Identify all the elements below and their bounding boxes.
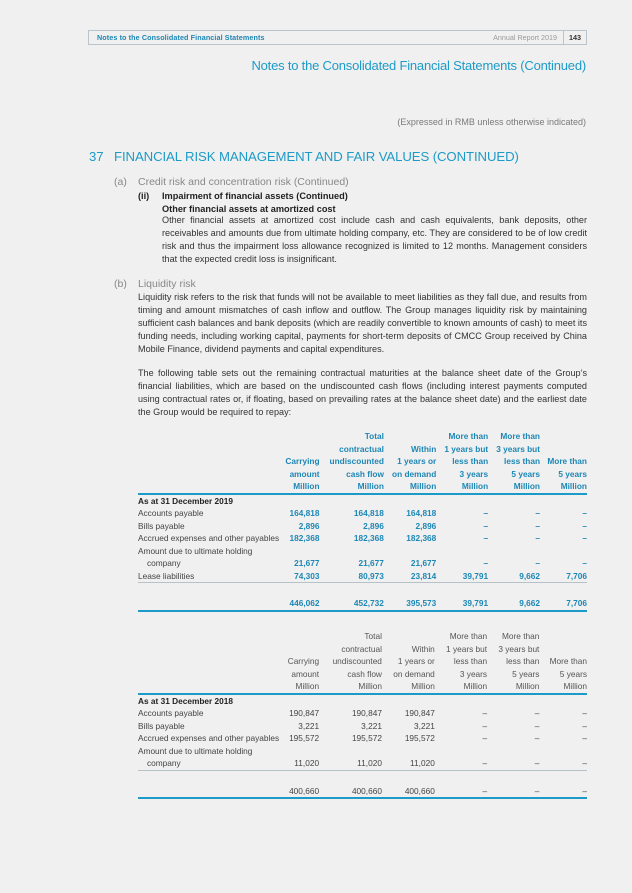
cell-value: 11,020 — [319, 757, 382, 770]
cell-value: – — [582, 558, 587, 568]
column-header — [539, 630, 587, 643]
column-header: More than — [449, 631, 488, 641]
column-header: Carrying — [287, 656, 320, 666]
column-header: 5 years — [559, 668, 587, 679]
cell-value: – — [535, 558, 541, 568]
table-row — [138, 720, 587, 733]
table-row — [138, 520, 587, 533]
cell-value: 7,706 — [540, 570, 587, 583]
column-header: 3 years — [459, 468, 489, 479]
cell-value: 11,020 — [279, 757, 319, 770]
cell-value: – — [582, 720, 587, 731]
table-row-label-line — [138, 545, 587, 558]
column-header: contractual — [339, 443, 384, 454]
cell-value: 2,896 — [415, 520, 437, 531]
column-header: More than — [448, 431, 489, 441]
row-label: Amount due to ultimate holding — [138, 545, 253, 556]
column-header — [384, 430, 436, 443]
column-header: amount — [291, 668, 320, 679]
header-spacer — [138, 680, 279, 694]
column-header: undiscounted — [332, 656, 382, 666]
header-row — [138, 655, 587, 668]
row-label: Accrued expenses and other payables — [138, 733, 280, 743]
amortized-cost-heading: Other financial assets at amortized cost — [162, 204, 336, 214]
cell-value: 23,814 — [384, 570, 436, 583]
column-header: Million — [540, 480, 587, 494]
column-header: 1 years but — [446, 643, 488, 654]
header-row — [138, 668, 587, 681]
empty-cell — [435, 745, 487, 758]
empty-cell — [488, 545, 540, 558]
column-header — [382, 630, 435, 643]
subsection-b-title: Liquidity risk — [138, 278, 196, 290]
cell-value: 2,896 — [298, 520, 320, 531]
cell-value: – — [482, 708, 488, 718]
cell-value: 182,368 — [353, 533, 384, 543]
running-header-section: Notes to the Consolidated Financial Statements — [97, 33, 265, 42]
total-label-spacer — [138, 785, 279, 799]
column-header — [279, 430, 319, 443]
table-row — [138, 570, 587, 583]
column-header: cash flow — [346, 468, 384, 479]
table-row — [138, 757, 587, 770]
running-header — [88, 30, 587, 45]
cell-value: – — [582, 533, 587, 543]
subsection-a-label: (a) — [114, 176, 127, 188]
column-header — [540, 443, 587, 456]
table-row-label-line — [138, 745, 587, 758]
row-label: Accounts payable — [138, 708, 204, 718]
cell-value: 164,818 — [353, 508, 384, 518]
column-header: Million — [487, 680, 539, 694]
column-header: 3 years but — [496, 443, 541, 454]
section-number: 37 — [89, 149, 104, 164]
spacer-cell — [138, 583, 587, 598]
header-spacer — [138, 630, 279, 643]
row-label-continued: company — [138, 757, 279, 770]
column-header: 1 years but — [444, 443, 489, 454]
header-spacer — [138, 430, 279, 443]
cell-value: 3,221 — [361, 720, 382, 731]
cell-value: – — [534, 720, 540, 731]
total-value: – — [539, 785, 587, 799]
total-value: 7,706 — [540, 597, 587, 611]
column-header: More than — [549, 656, 587, 666]
column-header: Within — [411, 443, 437, 454]
header-row — [138, 680, 587, 694]
column-header: Carrying — [285, 456, 320, 466]
liquidity-table-2019 — [138, 430, 587, 612]
cell-value: 164,818 — [406, 508, 437, 518]
empty-cell — [436, 545, 488, 558]
column-header: Million — [539, 680, 587, 694]
cell-value: – — [582, 733, 587, 743]
table-row — [138, 557, 587, 570]
liquidity-table-2018 — [138, 630, 587, 799]
cell-value: 21,677 — [294, 558, 320, 568]
row-label: Lease liabilities — [138, 570, 279, 583]
cell-value: 195,572 — [404, 733, 435, 743]
cell-value: 182,368 — [406, 533, 437, 543]
subsection-a-title: Credit risk and concentration risk (Continued) — [138, 176, 349, 188]
row-label: Accounts payable — [138, 508, 204, 518]
header-spacer — [138, 468, 279, 481]
column-header — [279, 443, 319, 456]
table-row — [138, 732, 587, 745]
header-row — [138, 630, 587, 643]
empty-cell — [540, 545, 587, 558]
row-label: Amount due to ultimate holding — [138, 745, 253, 756]
column-header: Within — [411, 643, 435, 654]
subsection-a-heading — [114, 176, 349, 188]
column-header: Million — [279, 480, 319, 494]
header-row — [138, 455, 587, 468]
cell-value: – — [482, 720, 488, 731]
column-header: less than — [453, 656, 488, 666]
empty-cell — [279, 745, 319, 758]
cell-value: 21,677 — [358, 558, 384, 568]
cell-value: – — [535, 533, 541, 543]
cell-value: – — [582, 508, 587, 518]
subsection-b-label: (b) — [114, 278, 127, 290]
column-header: Total — [364, 631, 382, 641]
cell-value: 190,847 — [289, 708, 320, 718]
cell-value: 195,572 — [351, 733, 382, 743]
column-header — [540, 430, 587, 443]
cell-value: – — [539, 757, 587, 770]
column-header: on demand — [393, 668, 435, 679]
period-row — [138, 694, 587, 708]
column-header — [279, 630, 319, 643]
cell-value: 190,847 — [404, 708, 435, 718]
total-value: 452,732 — [320, 597, 384, 611]
liquidity-paragraph-1: Liquidity risk refers to the risk that funds will not be available to meet liabilities as they fall due, and results from timing and amount mismatches of cash inflow and outflow. The Group manages liquidity risk by maintaining sufficient cash balances and bank deposits (which are readily convertible to known amounts of cash) to meet its funding needs, including working capital, payments for short-term deposits of CMCC Group received by China Mobile Finance, dividend payments and capital expenditures. — [138, 292, 587, 354]
header-spacer — [138, 480, 279, 494]
column-header: Million — [319, 680, 382, 694]
empty-cell — [382, 745, 435, 758]
column-header: cash flow — [347, 668, 382, 679]
column-header: less than — [452, 456, 489, 466]
total-row — [138, 597, 587, 611]
total-value: 400,660 — [279, 785, 319, 799]
cell-value: 21,677 — [410, 558, 437, 568]
total-value: 9,662 — [488, 597, 540, 611]
column-header — [279, 643, 319, 656]
header-spacer — [138, 655, 279, 668]
cell-value: – — [582, 520, 587, 531]
empty-cell — [320, 545, 384, 558]
header-row — [138, 480, 587, 494]
cell-value: – — [483, 533, 489, 543]
item-ii-label: (ii) — [138, 191, 150, 201]
column-header: More than — [547, 456, 587, 466]
cell-value: – — [482, 733, 488, 743]
column-header: undiscounted — [329, 456, 384, 466]
column-header: 5 years — [512, 668, 540, 679]
column-header: less than — [506, 656, 540, 666]
period-row — [138, 494, 587, 508]
item-ii-title: Impairment of financial assets (Continued) — [162, 191, 348, 201]
column-header: Million — [279, 680, 319, 694]
column-header: less than — [504, 456, 541, 466]
column-header: 5 years — [511, 468, 541, 479]
cell-value: 9,662 — [488, 570, 540, 583]
column-header: Million — [382, 680, 435, 694]
item-ii-heading — [138, 191, 348, 201]
cell-value: 74,303 — [279, 570, 319, 583]
spacer-cell — [138, 770, 587, 785]
cell-value: – — [535, 520, 541, 531]
column-header: 1 years or — [397, 656, 435, 666]
column-header: Million — [435, 680, 487, 694]
cell-value: – — [483, 508, 489, 518]
empty-cell — [279, 545, 319, 558]
column-header: on demand — [392, 468, 437, 479]
empty-cell — [384, 545, 436, 558]
cell-value: – — [534, 733, 540, 743]
column-header: Million — [488, 480, 540, 494]
column-header: More than — [502, 631, 540, 641]
column-header — [539, 643, 587, 656]
total-value: – — [435, 785, 487, 799]
section-heading — [89, 149, 519, 164]
table-row — [138, 532, 587, 545]
header-row — [138, 430, 587, 443]
page-number: 143 — [563, 31, 586, 44]
header-row — [138, 468, 587, 481]
column-header: Million — [320, 480, 384, 494]
amortized-cost-paragraph: Other financial assets at amortized cost include cash and cash equivalents, bank deposits, other receivables and amounts due from ultimate holding company, etc. They are considered to be of low credit risk and thus the impairment loss allowance recognized is limited to 12 months. Management considers that the expected credit loss is insignificant. — [162, 215, 587, 264]
column-header: 3 years — [459, 668, 488, 679]
cell-value: – — [535, 508, 541, 518]
subsection-b-heading — [114, 278, 196, 290]
cell-value: 190,847 — [351, 708, 382, 718]
empty-cell — [487, 745, 539, 758]
header-row — [138, 443, 587, 456]
row-label: Bills payable — [138, 720, 185, 731]
liquidity-paragraph-2: The following table sets out the remaining contractual maturities at the balance sheet date of the Group’s financial liabilities, which are based on the undiscounted cash flows (including interest payments computed using contractual rates or, if floating, based on prevailing rates at the balance sheet date) and the earliest date the Group would be required to repay: — [138, 368, 587, 417]
spacer-row — [138, 583, 587, 598]
cell-value: – — [534, 708, 540, 718]
row-label-continued: company — [147, 558, 181, 568]
cell-value: – — [483, 558, 489, 568]
column-header: contractual — [341, 643, 382, 654]
column-header: Million — [384, 480, 436, 494]
table-row — [138, 707, 587, 720]
cell-value: – — [435, 757, 487, 770]
column-header: 1 years or — [397, 456, 437, 466]
total-value: – — [487, 785, 539, 799]
empty-cell — [539, 745, 587, 758]
column-header: 5 years — [558, 468, 587, 479]
cell-value: – — [483, 520, 489, 531]
period-label: As at 31 December 2018 — [138, 695, 234, 706]
period-label: As at 31 December 2019 — [138, 495, 234, 506]
cell-value: 2,896 — [363, 520, 384, 531]
total-row — [138, 785, 587, 799]
cell-value: 3,221 — [298, 720, 320, 731]
column-header: 3 years but — [498, 643, 540, 654]
cell-value: – — [487, 757, 539, 770]
cell-value: 3,221 — [414, 720, 435, 731]
total-value: 446,062 — [279, 597, 319, 611]
cell-value: 80,973 — [320, 570, 384, 583]
total-value: 400,660 — [382, 785, 435, 799]
header-spacer — [138, 668, 279, 681]
cell-value: 164,818 — [289, 508, 320, 518]
cell-value: 195,572 — [289, 733, 320, 743]
total-label-spacer — [138, 597, 279, 611]
empty-cell — [319, 745, 382, 758]
section-title: FINANCIAL RISK MANAGEMENT AND FAIR VALUES (CONTINUED) — [114, 149, 519, 164]
total-value: 395,573 — [384, 597, 436, 611]
cell-value: 11,020 — [382, 757, 435, 770]
header-spacer — [138, 443, 279, 456]
total-value: 39,791 — [436, 597, 488, 611]
header-row — [138, 643, 587, 656]
row-label: Bills payable — [138, 520, 185, 531]
column-header: amount — [289, 468, 320, 479]
running-header-report: Annual Report 2019 — [493, 33, 557, 42]
cell-value: 39,791 — [436, 570, 488, 583]
row-label: Accrued expenses and other payables — [138, 533, 280, 543]
column-header: More than — [500, 431, 541, 441]
spacer-row — [138, 770, 587, 785]
cell-value: – — [582, 708, 587, 718]
total-value: 400,660 — [319, 785, 382, 799]
page-title: Notes to the Consolidated Financial Statements (Continued) — [251, 58, 586, 73]
currency-note: (Expressed in RMB unless otherwise indicated) — [397, 117, 586, 127]
table-row — [138, 507, 587, 520]
column-header: Million — [436, 480, 488, 494]
header-spacer — [138, 643, 279, 656]
cell-value: 182,368 — [289, 533, 320, 543]
column-header: Total — [364, 431, 384, 441]
header-spacer — [138, 455, 279, 468]
